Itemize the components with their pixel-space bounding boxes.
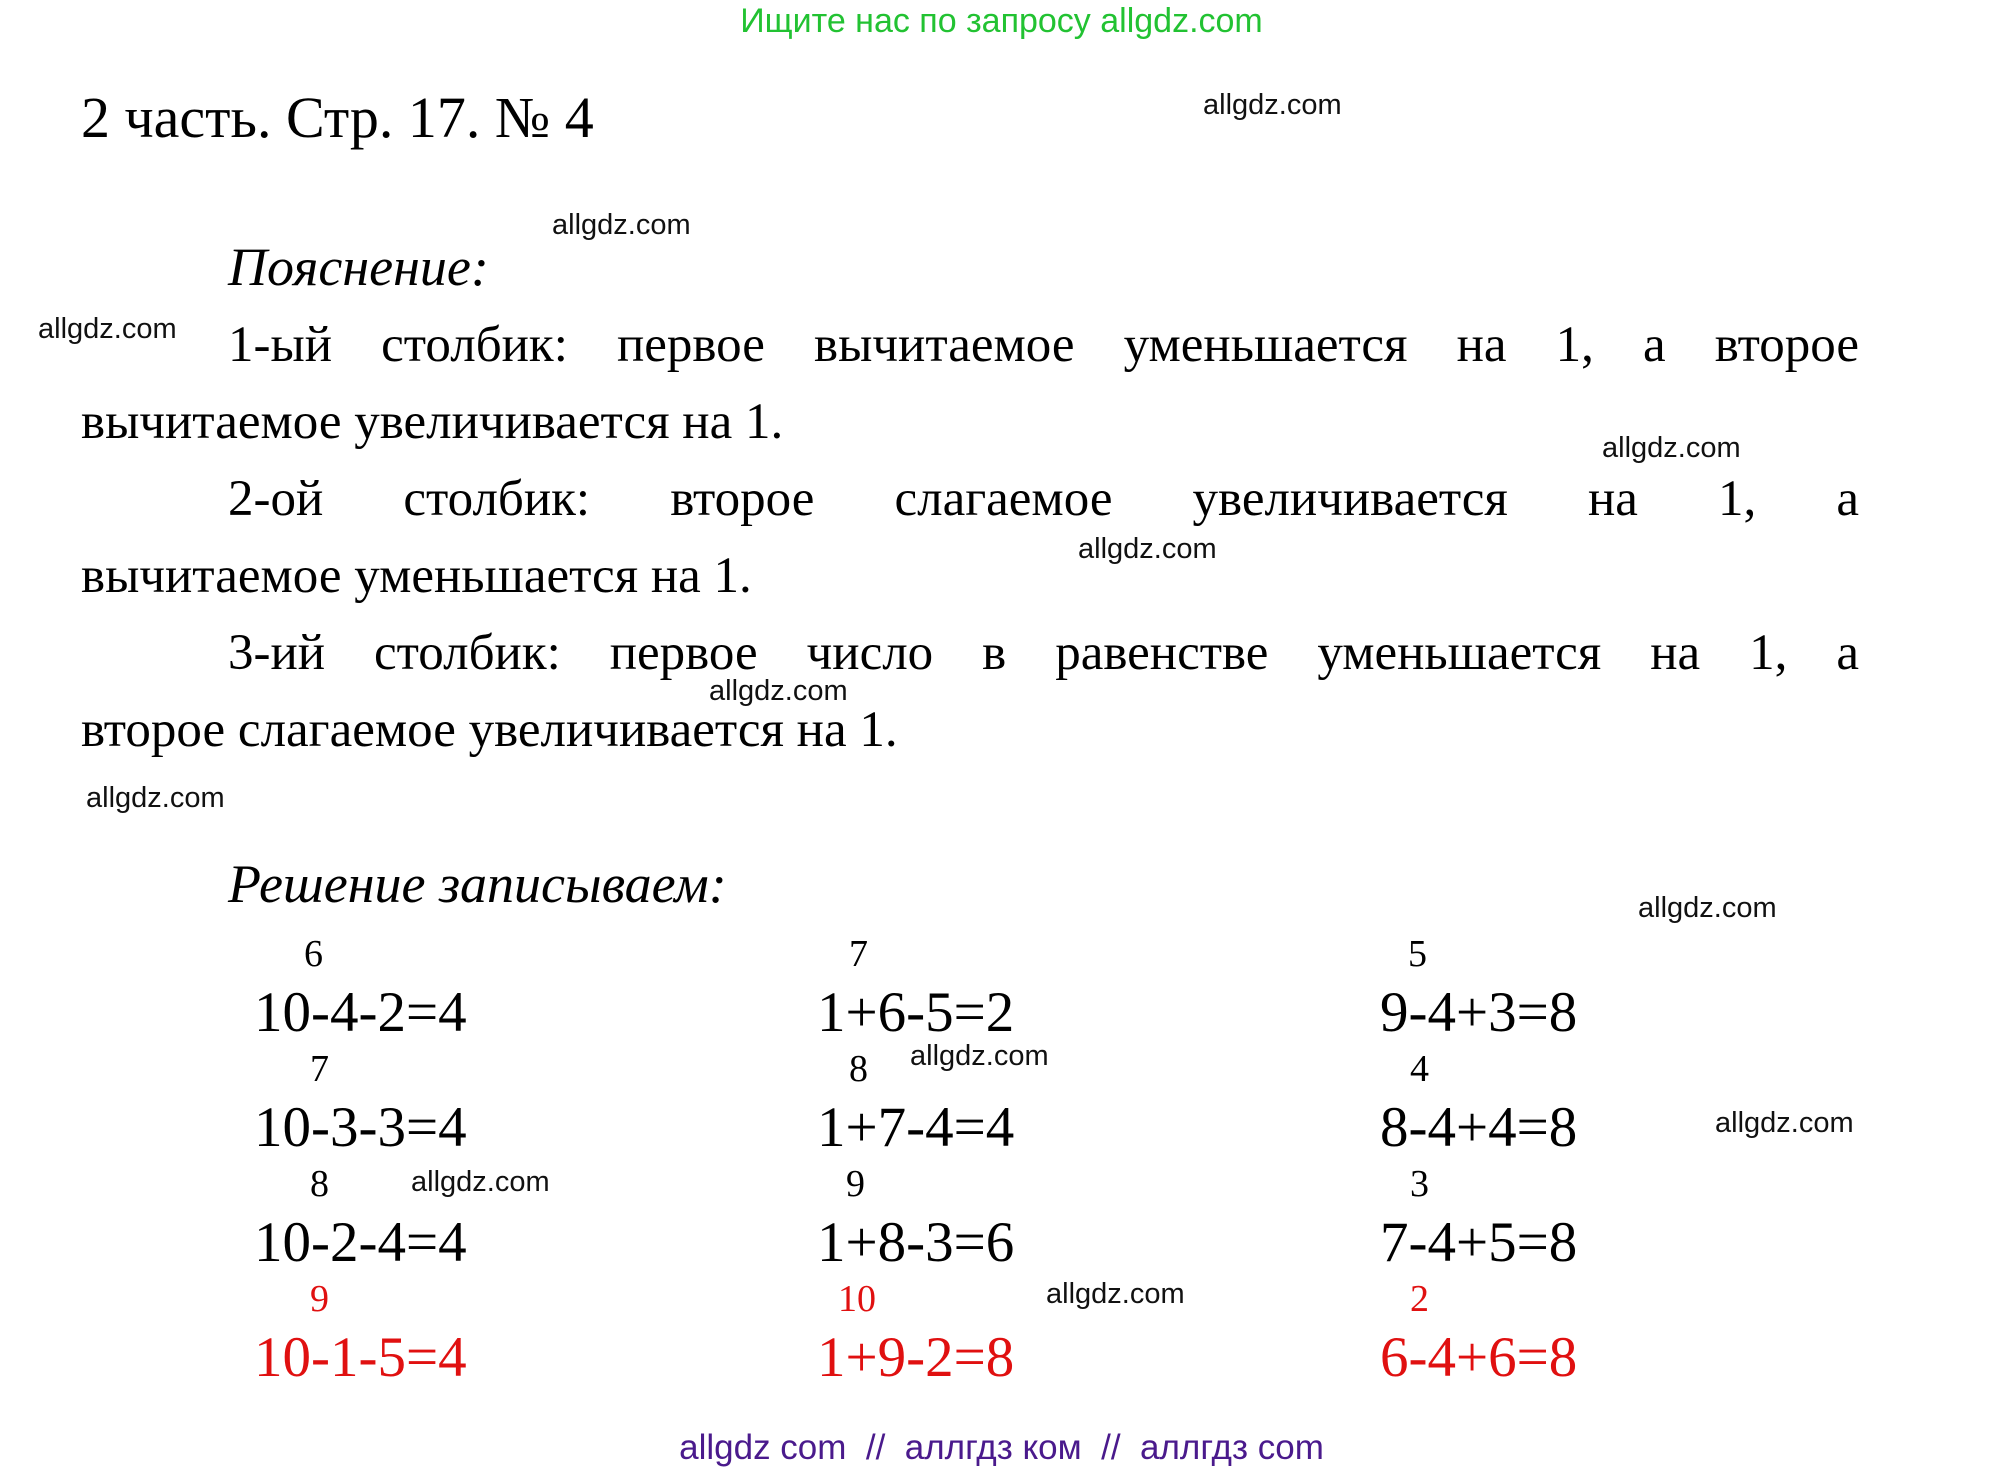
watermark: allgdz.com <box>1715 1107 1854 1139</box>
equation: 10-3-3=4 <box>254 1096 467 1159</box>
explanation-line: 2-ой столбик: второе слагаемое увеличивается на 1, а <box>228 471 1859 527</box>
watermark: allgdz.com <box>1078 533 1217 565</box>
explanation-line: 1-ый столбик: первое вычитаемое уменьшается на 1, а второе <box>228 317 1859 373</box>
hint-number: 9 <box>310 1278 329 1320</box>
hint-number: 4 <box>1410 1048 1429 1090</box>
watermark: allgdz.com <box>411 1166 550 1198</box>
hint-number: 10 <box>838 1278 876 1320</box>
hint-number: 2 <box>1410 1278 1429 1320</box>
watermark: allgdz.com <box>1602 432 1741 464</box>
explanation-heading: Пояснение: <box>228 237 489 297</box>
footer-links[interactable]: allgdz com // аллгдз ком // аллгдз com <box>679 1428 1324 1467</box>
hint-number: 8 <box>849 1048 868 1090</box>
watermark: allgdz.com <box>86 782 225 814</box>
equation: 8-4+4=8 <box>1380 1096 1578 1159</box>
page-title: 2 часть. Стр. 17. № 4 <box>81 85 594 150</box>
hint-number: 7 <box>310 1048 329 1090</box>
hint-number: 5 <box>1408 933 1427 975</box>
watermark: allgdz.com <box>1046 1278 1185 1310</box>
watermark: allgdz.com <box>910 1040 1049 1072</box>
equation: 1+8-3=6 <box>817 1211 1015 1274</box>
top-banner[interactable]: Ищите нас по запросу allgdz.com <box>740 2 1263 40</box>
hint-number: 6 <box>304 933 323 975</box>
watermark: allgdz.com <box>38 313 177 345</box>
explanation-line: вычитаемое уменьшается на 1. <box>81 548 752 604</box>
equation: 7-4+5=8 <box>1380 1211 1578 1274</box>
equation: 10-4-2=4 <box>254 981 467 1044</box>
equation: 10-2-4=4 <box>254 1211 467 1274</box>
hint-number: 3 <box>1410 1163 1429 1205</box>
equation: 9-4+3=8 <box>1380 981 1578 1044</box>
equation: 1+9-2=8 <box>817 1326 1015 1389</box>
explanation-line: второе слагаемое увеличивается на 1. <box>81 702 898 758</box>
hint-number: 9 <box>846 1163 865 1205</box>
hint-number: 8 <box>310 1163 329 1205</box>
equation: 1+7-4=4 <box>817 1096 1015 1159</box>
watermark: allgdz.com <box>552 209 691 241</box>
watermark: allgdz.com <box>709 675 848 707</box>
equation: 1+6-5=2 <box>817 981 1015 1044</box>
watermark: allgdz.com <box>1638 892 1777 924</box>
hint-number: 7 <box>849 933 868 975</box>
equation: 6-4+6=8 <box>1380 1326 1578 1389</box>
solution-heading: Решение записываем: <box>228 854 727 914</box>
equation: 10-1-5=4 <box>254 1326 467 1389</box>
explanation-line: вычитаемое увеличивается на 1. <box>81 394 784 450</box>
explanation-line: 3-ий столбик: первое число в равенстве уменьшается на 1, а <box>228 625 1859 681</box>
watermark: allgdz.com <box>1203 89 1342 121</box>
